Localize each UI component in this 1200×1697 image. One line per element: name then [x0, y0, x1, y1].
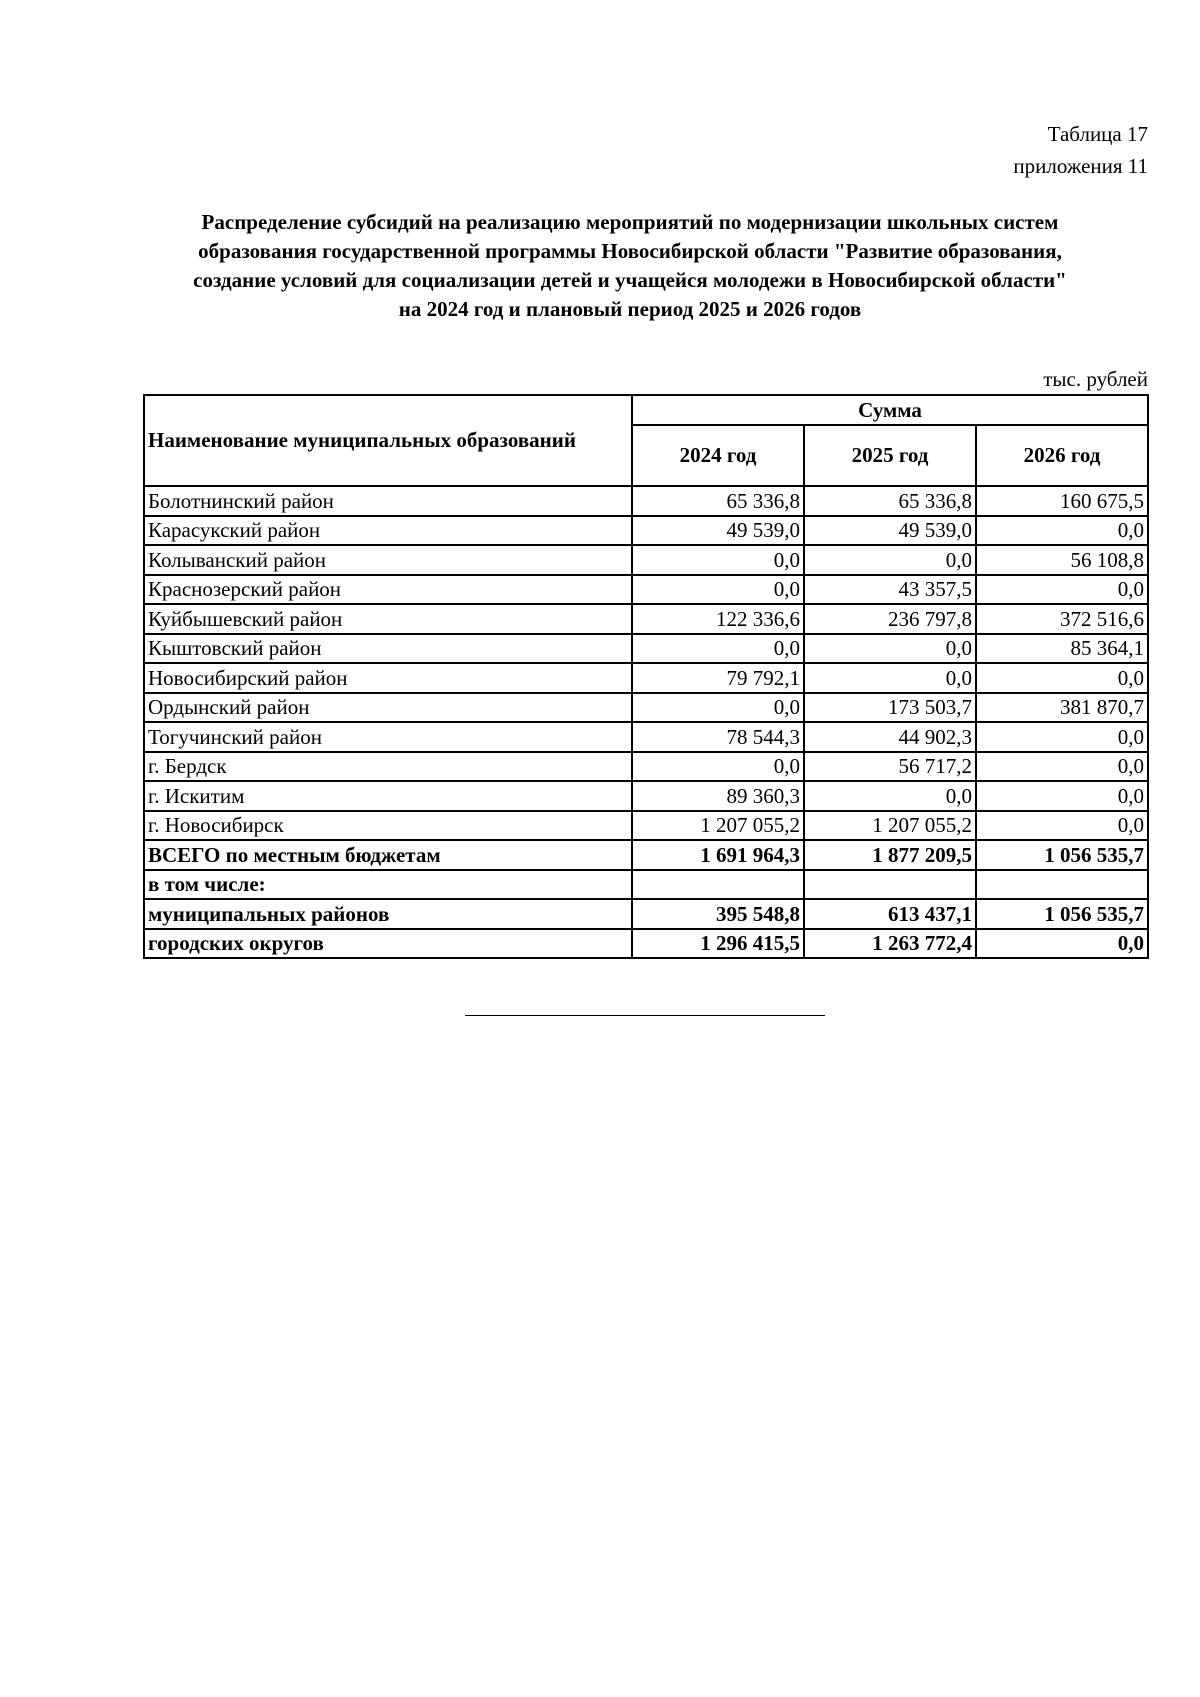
document-title — [130, 208, 1130, 324]
table-row — [144, 663, 1148, 693]
amount-2025-cell: 65 336,8 — [804, 486, 976, 516]
amount-2026-cell: 0,0 — [976, 811, 1148, 841]
amount-2026-cell: 0,0 — [976, 781, 1148, 811]
column-header-municipality: Наименование муниципальных образований — [144, 395, 632, 486]
amount-2024-cell: 1 691 964,3 — [632, 840, 804, 870]
table-row — [144, 752, 1148, 782]
amount-2026-cell: 372 516,6 — [976, 604, 1148, 634]
amount-2025-cell: 613 437,1 — [804, 899, 976, 929]
municipality-name-cell: Ордынский район — [144, 693, 632, 723]
municipality-name-cell: г. Бердск — [144, 752, 632, 782]
amount-2024-cell: 0,0 — [632, 634, 804, 664]
amount-2026-cell: 0,0 — [976, 752, 1148, 782]
municipality-name-cell: Карасукский район — [144, 516, 632, 546]
page-reference — [1013, 118, 1148, 182]
municipality-name-cell: в том числе: — [144, 870, 632, 900]
amount-2026-cell: 1 056 535,7 — [976, 840, 1148, 870]
amount-2024-cell: 49 539,0 — [632, 516, 804, 546]
table-row — [144, 811, 1148, 841]
table-row — [144, 929, 1148, 959]
municipality-name-cell: Колыванский район — [144, 545, 632, 575]
amount-2026-cell: 160 675,5 — [976, 486, 1148, 516]
table-number: Таблица 17 — [1047, 122, 1148, 146]
amount-2024-cell: 0,0 — [632, 545, 804, 575]
amount-2026-cell: 0,0 — [976, 722, 1148, 752]
municipality-name-cell: Тогучинский район — [144, 722, 632, 752]
table-row — [144, 634, 1148, 664]
amount-2025-cell: 1 263 772,4 — [804, 929, 976, 959]
bottom-rule — [465, 1015, 825, 1016]
amount-2025-cell: 43 357,5 — [804, 575, 976, 605]
column-header-2024: 2024 год — [632, 425, 804, 486]
municipality-name-cell: г. Новосибирск — [144, 811, 632, 841]
amount-2025-cell: 0,0 — [804, 781, 976, 811]
title-line: образования государственной программы Новосибирской области "Развитие образования, — [198, 239, 1062, 263]
amount-2024-cell: 0,0 — [632, 575, 804, 605]
amount-2024-cell: 78 544,3 — [632, 722, 804, 752]
amount-2025-cell: 49 539,0 — [804, 516, 976, 546]
table-row — [144, 486, 1148, 516]
table-row — [144, 870, 1148, 900]
table-row — [144, 722, 1148, 752]
amount-2024-cell: 65 336,8 — [632, 486, 804, 516]
table-row — [144, 516, 1148, 546]
municipality-name-cell: Новосибирский район — [144, 663, 632, 693]
municipality-name-cell: Куйбышевский район — [144, 604, 632, 634]
amount-2025-cell: 56 717,2 — [804, 752, 976, 782]
table-row — [144, 545, 1148, 575]
amount-2024-cell: 395 548,8 — [632, 899, 804, 929]
title-line: на 2024 год и плановый период 2025 и 2026 годов — [398, 297, 862, 321]
table-row — [144, 781, 1148, 811]
table-body — [144, 486, 1148, 958]
amount-2026-cell: 381 870,7 — [976, 693, 1148, 723]
municipality-name-cell: муниципальных районов — [144, 899, 632, 929]
table-row — [144, 840, 1148, 870]
table-row — [144, 899, 1148, 929]
municipality-name-cell: Краснозерский район — [144, 575, 632, 605]
amount-2024-cell: 0,0 — [632, 693, 804, 723]
amount-2025-cell: 0,0 — [804, 663, 976, 693]
amount-2025-cell: 1 877 209,5 — [804, 840, 976, 870]
amount-2025-cell: 173 503,7 — [804, 693, 976, 723]
column-header-sum: Сумма — [632, 395, 1148, 425]
title-line: Распределение субсидий на реализацию мероприятий по модернизации школьных систем — [201, 210, 1059, 234]
amount-2026-cell: 0,0 — [976, 516, 1148, 546]
appendix-reference: приложения 11 — [1013, 154, 1148, 178]
column-header-2025: 2025 год — [804, 425, 976, 486]
municipality-name-cell: ВСЕГО по местным бюджетам — [144, 840, 632, 870]
amount-2024-cell: 122 336,6 — [632, 604, 804, 634]
subsidy-table — [143, 394, 1149, 959]
amount-2026-cell: 1 056 535,7 — [976, 899, 1148, 929]
column-header-2026: 2026 год — [976, 425, 1148, 486]
units-label: тыс. рублей — [1043, 367, 1148, 391]
amount-2024-cell: 1 207 055,2 — [632, 811, 804, 841]
amount-2025-cell: 44 902,3 — [804, 722, 976, 752]
amount-2026-cell: 0,0 — [976, 929, 1148, 959]
municipality-name-cell: Кыштовский район — [144, 634, 632, 664]
amount-2026-cell: 0,0 — [976, 575, 1148, 605]
municipality-name-cell: городских округов — [144, 929, 632, 959]
table-row — [144, 693, 1148, 723]
amount-2026-cell — [976, 870, 1148, 900]
table-row — [144, 604, 1148, 634]
amount-2026-cell: 56 108,8 — [976, 545, 1148, 575]
amount-2025-cell — [804, 870, 976, 900]
municipality-name-cell: г. Искитим — [144, 781, 632, 811]
amount-2024-cell: 1 296 415,5 — [632, 929, 804, 959]
amount-2025-cell: 236 797,8 — [804, 604, 976, 634]
amount-2024-cell: 0,0 — [632, 752, 804, 782]
amount-2024-cell: 89 360,3 — [632, 781, 804, 811]
amount-2025-cell: 1 207 055,2 — [804, 811, 976, 841]
amount-2026-cell: 0,0 — [976, 663, 1148, 693]
title-line: создание условий для социализации детей и учащейся молодежи в Новосибирской области" — [193, 268, 1067, 292]
amount-2024-cell: 79 792,1 — [632, 663, 804, 693]
amount-2025-cell: 0,0 — [804, 634, 976, 664]
amount-2026-cell: 85 364,1 — [976, 634, 1148, 664]
amount-2024-cell — [632, 870, 804, 900]
municipality-name-cell: Болотнинский район — [144, 486, 632, 516]
amount-2025-cell: 0,0 — [804, 545, 976, 575]
table-row — [144, 575, 1148, 605]
